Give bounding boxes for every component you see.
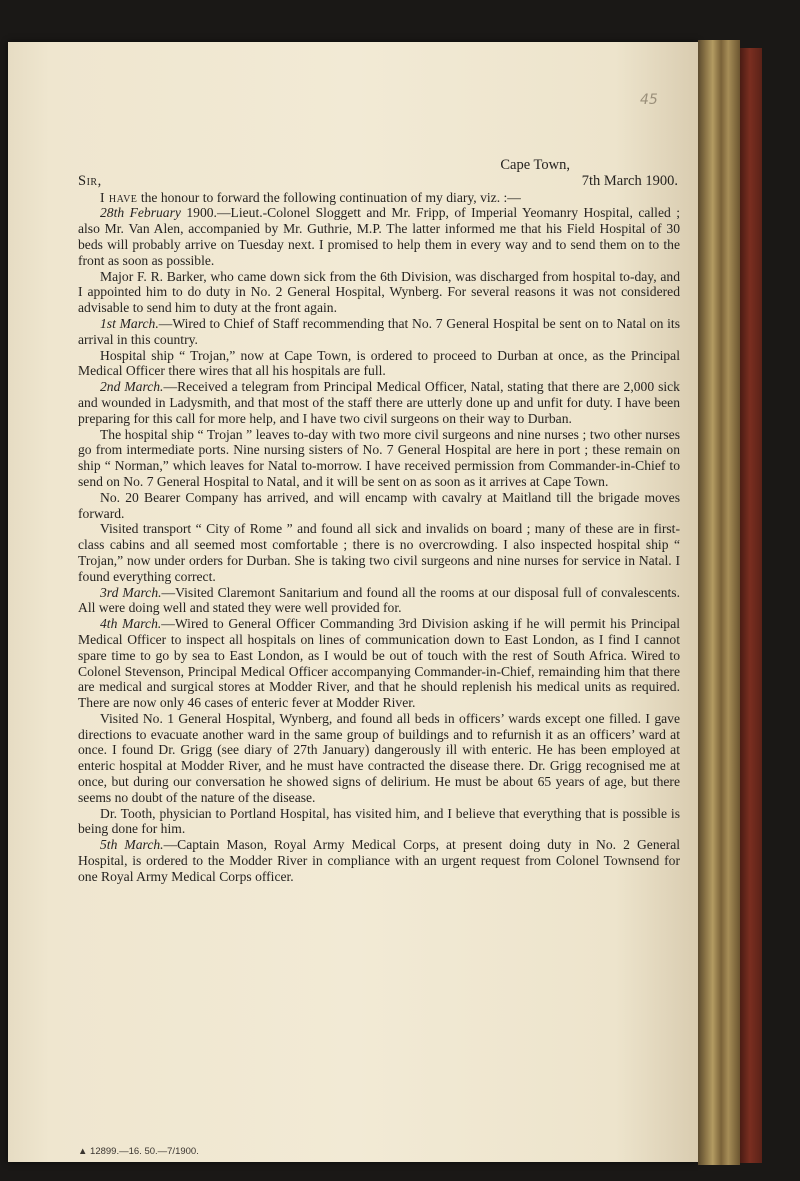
entry-text: Visited transport “ City of Rome ” and found all sick and invalids on board ; many of these are in first-class cabins and all seemed most comfortable ; there is no overcrowding. I also inspected hospital ship “ Trojan,” now under orders for Durban. She is taking two civil surgeons and nine nurses for service in Natal. I found everything correct. [78, 521, 680, 584]
entry-date: 4th March. [100, 616, 162, 632]
diary-entry [78, 269, 680, 316]
diary-entry [78, 616, 680, 711]
entry-text: No. 20 Bearer Company has arrived, and will encamp with cavalry at Maitland till the brigade moves forward. [78, 489, 680, 521]
entry-date: 5th March. [100, 837, 164, 853]
entry-text: —Received a telegram from Principal Medical Officer, Natal, stating that there are 2,000 sick and wounded in Ladysmith, and that most of the staff there are utterly done up and unfit for duty. I have been preparing for this call for more help, and I have two civil surgeons on their way to Durban. [78, 379, 680, 426]
diary-entry [78, 521, 680, 584]
diary-entry [78, 427, 680, 490]
intro-lead: I have [100, 189, 138, 205]
letter-body [78, 158, 680, 885]
diary-entry [78, 837, 680, 884]
diary-entry [78, 806, 680, 838]
entry-date: 1st March. [100, 315, 159, 331]
entry-text: Major F. R. Barker, who came down sick from the 6th Division, was discharged from hospital to-day, and I appointed him to do duty in No. 2 General Hospital, Wynberg. For several reasons it was not considered advisable to send him to duty at the front again. [78, 268, 680, 316]
entry-text: Visited No. 1 General Hospital, Wynberg, and found all beds in officers’ wards except one filled. I gave directions to evacuate another ward in the same group of buildings and to refurnish it as an officers’ ward at once. I found Dr. Grigg (see diary of 27th January) dangerously ill with enteric. He has been employed at enteric hospital at Modder River, and he must have contracted the disease there. Dr. Grigg recognised me at once, but during our conversation he showed signs of delirium. He must be about 65 years of age, but there seems no doubt of the nature of the disease. [78, 710, 680, 805]
diary-entry [78, 316, 680, 348]
diary-entry [78, 585, 680, 617]
book-binding [698, 40, 740, 1165]
printer-footer: ▲ 12899.—16. 50.—7/1900. [78, 1146, 199, 1157]
entry-text: Dr. Tooth, physician to Portland Hospital, has visited him, and I believe that everything that is possible is being done for him. [78, 805, 680, 837]
entry-text: —Wired to Chief of Staff recommending that No. 7 General Hospital be sent on to Natal on its arrival in this country. [78, 315, 680, 347]
letter-date: 7th March 1900. [581, 172, 678, 189]
entry-text: —Captain Mason, Royal Army Medical Corps, at present doing duty in No. 2 General Hospital, is ordered to the Modder River in compliance with an urgent request from Colonel Townsend for one Royal Army Medical Corps officer. [78, 837, 680, 884]
salutation-line [78, 174, 680, 190]
letter-place: Cape Town, [500, 157, 570, 173]
salutation: Sir, [78, 172, 102, 189]
entry-text: —Visited Claremont Sanitarium and found all the rooms at our disposal full of convalescents. All were doing well and stated they were well provided for. [78, 584, 680, 616]
diary-entry [78, 711, 680, 806]
entry-date: 2nd March. [100, 379, 164, 395]
entry-date: 28th February [100, 205, 181, 221]
entry-text: —Wired to General Officer Commanding 3rd Division asking if he will permit his Principal Medical Officer to inspect all hospitals on lines of communication down to East London, as I find I cannot spare time to go by sea to East London, as I would be out of touch with the rest of South Africa. Wired to Colonel Stevenson, Principal Medical Officer accompanying Commander-in-Chief, remainding him that there are medical and surgical stores at Modder River, and that he should replenish his medical units as required. There are now only 46 cases of enteric fever at Modder River. [78, 616, 681, 711]
diary-entry [78, 348, 680, 380]
intro-paragraph [78, 190, 680, 206]
diary-entry [78, 205, 680, 268]
entry-date: 3rd March. [100, 584, 162, 600]
intro-text: the honour to forward the following continuation of my diary, viz. :— [137, 189, 521, 205]
entry-text: The hospital ship “ Trojan ” leaves to-day with two more civil surgeons and nine nurses ; two other nurses go from intermediate ports. Nine nursing sisters of No. 7 General Hospital are here in port ; these remain on ship “ Norman,” which leaves for Natal to-morrow. I have received permission from Commander-in-Chief to send on No. 7 General Hospital to Natal, and it will be sent on as soon as it arrives at Cape Town. [78, 426, 680, 489]
entry-text: Hospital ship “ Trojan,” now at Cape Town, is ordered to proceed to Durban at once, as the Principal Medical Officer there wires that all his hospitals are full. [78, 347, 680, 379]
entry-text: 1900.—Lieut.-Colonel Sloggett and Mr. Fripp, of Imperial Yeomanry Hospital, called ; also Mr. Van Alen, accompanied by Mr. Guthrie, M.P. The latter informed me that his Field Hospital of 30 beds will probably arrive on Tuesday next. I promised to help them in every way and to send them on to the front as soon as possible. [78, 205, 680, 268]
pencil-page-number: 45 [640, 92, 658, 108]
diary-entry [78, 490, 680, 522]
diary-entries [78, 205, 680, 884]
book-cover-edge [740, 48, 762, 1163]
diary-entry [78, 379, 680, 426]
